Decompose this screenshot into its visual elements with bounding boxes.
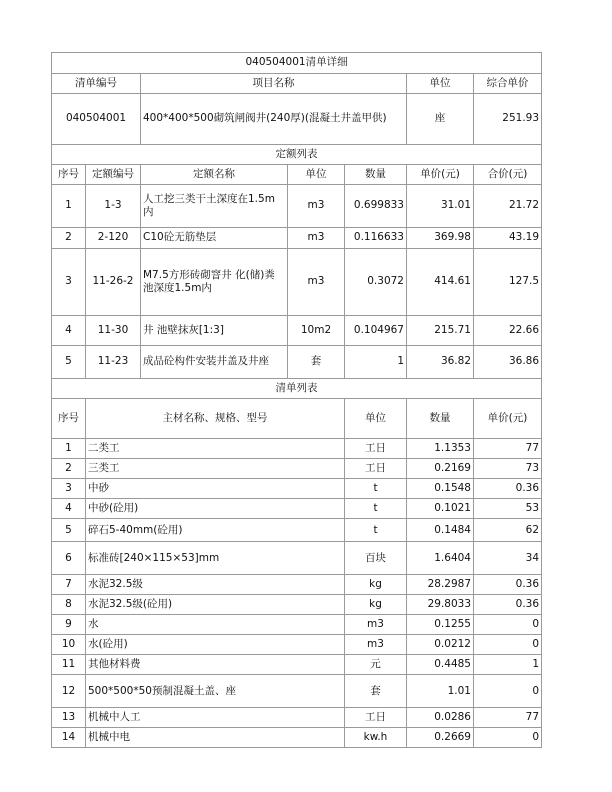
material-row [52, 542, 542, 575]
quota-price: 215.71 [407, 316, 474, 346]
quota-qty: 1 [345, 346, 407, 379]
material-price: 0 [474, 635, 542, 655]
material-name: 三类工 [86, 459, 345, 479]
quota-col-code: 定额编号 [86, 165, 141, 185]
quota-code: 11-23 [86, 346, 141, 379]
quota-no: 5 [52, 346, 86, 379]
material-name: 二类工 [86, 439, 345, 459]
material-row [52, 635, 542, 655]
quota-total: 22.66 [474, 316, 542, 346]
item-code: 040504001 [52, 94, 141, 145]
header-price: 综合单价 [474, 74, 542, 94]
material-row [52, 728, 542, 748]
material-qty: 1.6404 [407, 542, 474, 575]
material-row [52, 499, 542, 519]
mat-col-no: 序号 [52, 399, 86, 439]
material-qty: 0.0286 [407, 708, 474, 728]
quota-section-title: 定额列表 [52, 145, 542, 165]
quota-total: 43.19 [474, 228, 542, 249]
material-no: 8 [52, 595, 86, 615]
item-row [52, 94, 542, 145]
material-name: 标准砖[240×115×53]mm [86, 542, 345, 575]
quota-unit: 套 [288, 346, 345, 379]
header-name: 项目名称 [141, 74, 407, 94]
quota-unit: 10m2 [288, 316, 345, 346]
mat-col-price: 单价(元) [474, 399, 542, 439]
material-price: 73 [474, 459, 542, 479]
quota-section-row [52, 145, 542, 165]
material-qty: 0.4485 [407, 655, 474, 675]
quota-code: 11-26-2 [86, 249, 141, 316]
material-row [52, 675, 542, 708]
material-row [52, 595, 542, 615]
material-no: 9 [52, 615, 86, 635]
material-no: 14 [52, 728, 86, 748]
quota-price: 36.82 [407, 346, 474, 379]
material-name: 水泥32.5级(砼用) [86, 595, 345, 615]
material-row [52, 479, 542, 499]
material-unit: m3 [345, 635, 407, 655]
material-name: 水泥32.5级 [86, 575, 345, 595]
material-qty: 0.1255 [407, 615, 474, 635]
material-qty: 1.01 [407, 675, 474, 708]
header-code: 清单编号 [52, 74, 141, 94]
quota-name: M7.5方形砖砌窨井 化(储)粪池深度1.5m内 [141, 249, 288, 316]
material-unit: kg [345, 595, 407, 615]
material-price: 34 [474, 542, 542, 575]
material-price: 0 [474, 615, 542, 635]
quota-total: 21.72 [474, 185, 542, 228]
quota-row [52, 185, 542, 228]
quota-row [52, 346, 542, 379]
material-name: 其他材料费 [86, 655, 345, 675]
material-no: 10 [52, 635, 86, 655]
quota-row [52, 316, 542, 346]
material-price: 1 [474, 655, 542, 675]
quota-col-name: 定额名称 [141, 165, 288, 185]
material-qty: 0.2169 [407, 459, 474, 479]
material-no: 2 [52, 459, 86, 479]
material-unit: t [345, 499, 407, 519]
material-unit: 工日 [345, 459, 407, 479]
material-qty: 29.8033 [407, 595, 474, 615]
material-row [52, 575, 542, 595]
material-row [52, 439, 542, 459]
material-qty: 0.1548 [407, 479, 474, 499]
material-price: 77 [474, 439, 542, 459]
material-name: 中砂(砼用) [86, 499, 345, 519]
quota-qty: 0.116633 [345, 228, 407, 249]
quota-no: 2 [52, 228, 86, 249]
material-no: 11 [52, 655, 86, 675]
quota-col-total: 合价(元) [474, 165, 542, 185]
material-price: 0.36 [474, 575, 542, 595]
material-no: 12 [52, 675, 86, 708]
material-row [52, 519, 542, 542]
material-unit: 套 [345, 675, 407, 708]
quota-row [52, 249, 542, 316]
quota-no: 4 [52, 316, 86, 346]
item-name: 400*400*500砌筑闸阀井(240厚)(混凝土井盖甲供) [141, 94, 407, 145]
quota-price: 414.61 [407, 249, 474, 316]
mat-col-qty: 数量 [407, 399, 474, 439]
quota-no: 3 [52, 249, 86, 316]
material-name: 机械中人工 [86, 708, 345, 728]
material-name: 水 [86, 615, 345, 635]
mat-col-unit: 单位 [345, 399, 407, 439]
quota-unit: m3 [288, 249, 345, 316]
material-no: 4 [52, 499, 86, 519]
material-unit: 工日 [345, 708, 407, 728]
quota-unit: m3 [288, 228, 345, 249]
material-qty: 0.0212 [407, 635, 474, 655]
material-name: 碎石5-40mm(砼用) [86, 519, 345, 542]
material-price: 0 [474, 728, 542, 748]
quota-name: 成品砼构件安装井盖及井座 [141, 346, 288, 379]
bill-detail-table [51, 52, 542, 748]
material-no: 5 [52, 519, 86, 542]
material-price: 62 [474, 519, 542, 542]
material-name: 水(砼用) [86, 635, 345, 655]
quota-qty: 0.699833 [345, 185, 407, 228]
quota-code: 1-3 [86, 185, 141, 228]
quota-col-qty: 数量 [345, 165, 407, 185]
quota-price: 369.98 [407, 228, 474, 249]
item-header-row [52, 74, 542, 94]
materials-header-row [52, 399, 542, 439]
material-unit: kg [345, 575, 407, 595]
quota-name: 人工挖三类干土深度在1.5m内 [141, 185, 288, 228]
item-unit: 座 [407, 94, 474, 145]
material-unit: t [345, 519, 407, 542]
quota-name: C10砼无筋垫层 [141, 228, 288, 249]
material-price: 0.36 [474, 479, 542, 499]
material-unit: 百块 [345, 542, 407, 575]
material-qty: 0.1021 [407, 499, 474, 519]
mat-col-name: 主材名称、规格、型号 [86, 399, 345, 439]
material-qty: 1.1353 [407, 439, 474, 459]
quota-price: 31.01 [407, 185, 474, 228]
quota-col-no: 序号 [52, 165, 86, 185]
material-unit: 元 [345, 655, 407, 675]
material-price: 0 [474, 675, 542, 708]
material-name: 中砂 [86, 479, 345, 499]
item-price: 251.93 [474, 94, 542, 145]
material-row [52, 708, 542, 728]
material-unit: m3 [345, 615, 407, 635]
material-row [52, 459, 542, 479]
material-qty: 0.1484 [407, 519, 474, 542]
quota-code: 2-120 [86, 228, 141, 249]
material-no: 7 [52, 575, 86, 595]
quota-unit: m3 [288, 185, 345, 228]
material-qty: 0.2669 [407, 728, 474, 748]
quota-total: 127.5 [474, 249, 542, 316]
material-no: 6 [52, 542, 86, 575]
materials-section-title: 清单列表 [52, 379, 542, 399]
material-no: 1 [52, 439, 86, 459]
quota-header-row [52, 165, 542, 185]
material-qty: 28.2987 [407, 575, 474, 595]
quota-qty: 0.3072 [345, 249, 407, 316]
quota-col-unit: 单位 [288, 165, 345, 185]
material-no: 3 [52, 479, 86, 499]
materials-section-row [52, 379, 542, 399]
page-title: 040504001清单详细 [52, 53, 542, 74]
material-row [52, 615, 542, 635]
quota-no: 1 [52, 185, 86, 228]
material-no: 13 [52, 708, 86, 728]
quota-total: 36.86 [474, 346, 542, 379]
material-price: 53 [474, 499, 542, 519]
material-name: 机械中电 [86, 728, 345, 748]
header-unit: 单位 [407, 74, 474, 94]
material-unit: kw.h [345, 728, 407, 748]
material-price: 77 [474, 708, 542, 728]
quota-qty: 0.104967 [345, 316, 407, 346]
quota-row [52, 228, 542, 249]
quota-code: 11-30 [86, 316, 141, 346]
title-row [52, 53, 542, 74]
material-unit: t [345, 479, 407, 499]
material-row [52, 655, 542, 675]
material-name: 500*500*50预制混凝土盖、座 [86, 675, 345, 708]
quota-col-price: 单价(元) [407, 165, 474, 185]
quota-name: 井 池壁抹灰[1:3] [141, 316, 288, 346]
material-unit: 工日 [345, 439, 407, 459]
material-price: 0.36 [474, 595, 542, 615]
